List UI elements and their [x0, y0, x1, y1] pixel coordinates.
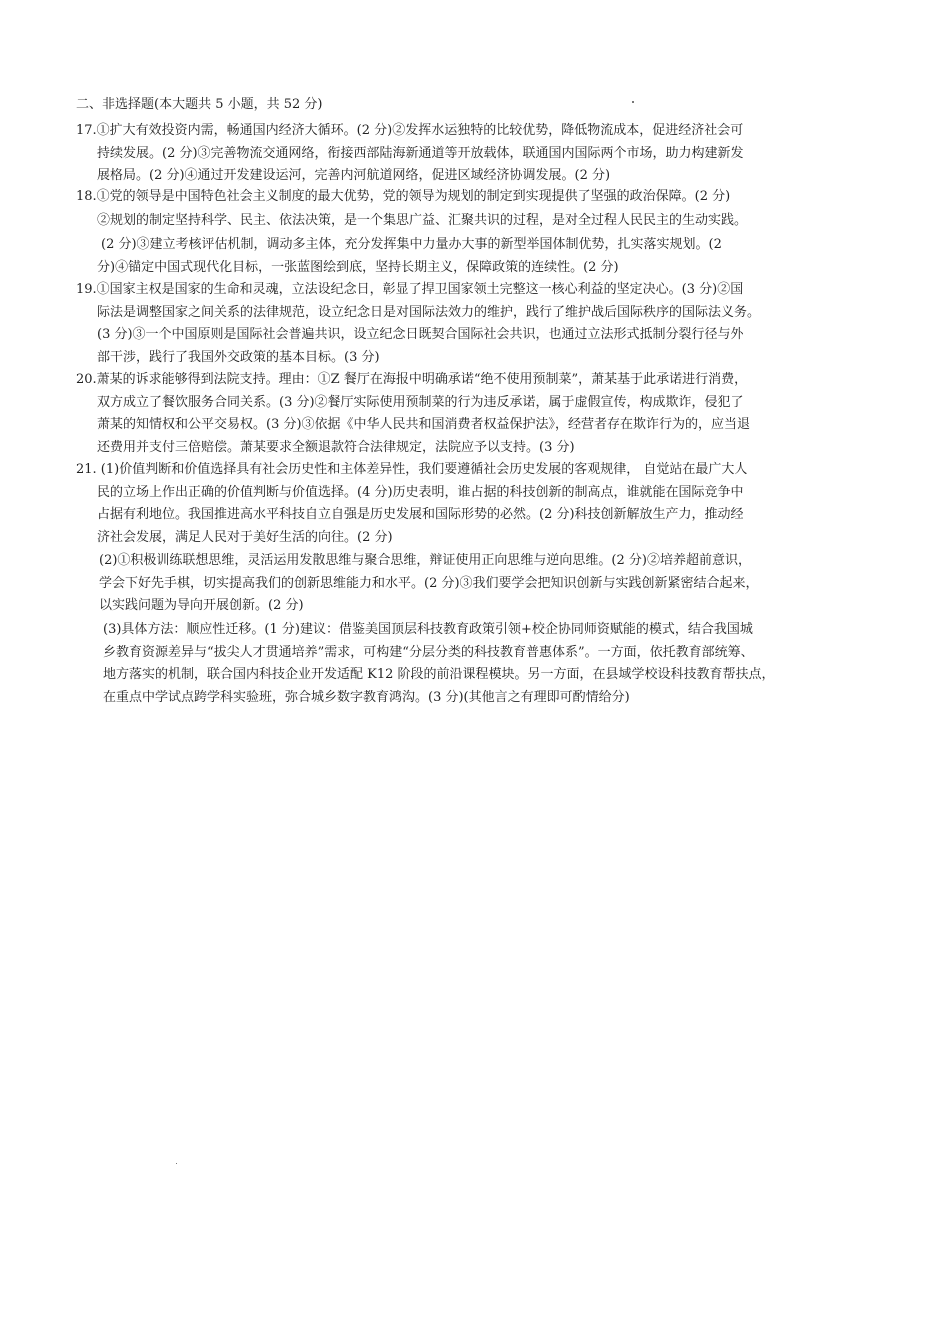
- answer-line: 萧某的知情权和公平交易权。(3 分)③依据《中华人民共和国消费者权益保护法》，经营者存在欺诈行为的，应当退: [97, 417, 751, 432]
- answer-line: 17.①扩大有效投资内需，畅通国内经济大循环。(2 分)②发挥水运独特的比较优势，降低物流成本，促进经济社会可: [76, 123, 744, 138]
- stray-mark: [632, 101, 634, 103]
- answer-line: (2)①积极训练联想思维，灵活运用发散思维与聚合思维，辩证使用正向思维与逆向思维。(2 分)②培养超前意识，: [99, 553, 751, 568]
- section-title: 二、非选择题(本大题共 5 小题，共 52 分): [76, 97, 323, 112]
- answer-line: 占据有利地位。我国推进高水平科技自立自强是历史发展和国际形势的必然。(2 分)科技创新解放生产力，推动经: [97, 507, 744, 522]
- answer-line: (2 分)③建立考核评估机制，调动多主体，充分发挥集中力量办大事的新型举国体制优势，扎实落实规划。(2: [101, 237, 722, 252]
- answer-line: 19.①国家主权是国家的生命和灵魂，立法设纪念日，彰显了捍卫国家领土完整这一核心利益的坚定决心。(3 分)②国: [76, 282, 744, 297]
- question-21-part-3: [103, 619, 883, 709]
- answer-line: 乡教育资源差异与“拔尖人才贯通培养”需求，可构建“分层分类的科技教育普惠体系”。一方面，依托教育部统筹、: [103, 644, 754, 660]
- question-19: [76, 279, 876, 369]
- answer-line: (3 分)③一个中国原则是国际社会普遍共识，设立纪念日既契合国际社会共识，也通过立法形式抵制分裂行径与外: [97, 327, 744, 342]
- stray-mark: [176, 1163, 177, 1164]
- answer-line: 20.萧某的诉求能够得到法院支持。理由：①Z 餐厅在海报中明确承诺“绝不使用预制菜”，萧某基于此承诺进行消费，: [76, 372, 748, 387]
- question-21-part-2: [99, 550, 879, 618]
- question-17: [76, 120, 876, 188]
- answer-line: ②规划的制定坚持科学、民主、依法决策，是一个集思广益、汇聚共识的过程，是对全过程人民民主的生动实践。: [97, 212, 748, 228]
- answer-line: 部干涉，践行了我国外交政策的基本目标。(3 分): [97, 349, 380, 365]
- answer-line: 双方成立了餐饮服务合同关系。(3 分)②餐厅实际使用预制菜的行为违反承诺，属于虚假宣传，构成欺诈，侵犯了: [97, 394, 744, 410]
- answer-line: 学会下好先手棋，切实提高我们的创新思维能力和水平。(2 分)③我们要学会把知识创新与实践创新紧密结合起来，: [99, 575, 759, 591]
- answer-line: 以实践问题为导向开展创新。(2 分): [99, 598, 304, 613]
- answer-line: 展格局。(2 分)④通过开发建设运河，完善内河航道网络，促进区域经济协调发展。(2 分): [97, 168, 611, 183]
- question-21: [76, 459, 876, 549]
- question-18: [76, 186, 876, 279]
- answer-line: 持续发展。(2 分)③完善物流交通网络，衔接西部陆海新通道等开放载体，联通国内国际两个市场，助力构建新发: [97, 145, 744, 161]
- answer-line: 在重点中学试点跨学科实验班，弥合城乡数字教育鸿沟。(3 分)(其他言之有理即可酌情给分): [103, 689, 630, 705]
- answer-line: 还费用并支付三倍赔偿。萧某要求全额退款符合法律规定，法院应予以支持。(3 分): [97, 439, 575, 455]
- question-20: [76, 369, 876, 459]
- answer-line: 18.①党的领导是中国特色社会主义制度的最大优势，党的领导为规划的制定到实现提供了坚强的政治保障。(2 分): [76, 189, 731, 204]
- answer-line: 分)④锚定中国式现代化目标，一张蓝图绘到底，坚持长期主义，保障政策的连续性。(2 分): [97, 259, 619, 275]
- answer-line: 际法是调整国家之间关系的法律规范，设立纪念日是对国际法效力的维护，践行了维护战后国际秩序的国际法义务。: [97, 304, 761, 320]
- answer-line: 地方落实的机制，联合国内科技企业开发适配 K12 阶段的前沿课程模块。另一方面，在县域学校设科技教育帮扶点，: [103, 667, 775, 682]
- answer-line: 21. (1)价值判断和价值选择具有社会历史性和主体差异性，我们要遵循社会历史发展的客观规律， 自觉站在最广大人: [76, 462, 748, 477]
- answer-line: (3)具体方法：顺应性迁移。(1 分)建议：借鉴美国顶层科技教育政策引领+校企协同师资赋能的模式，结合我国城: [103, 622, 753, 637]
- answer-line: 济社会发展，满足人民对于美好生活的向往。(2 分): [97, 529, 393, 545]
- answer-line: 民的立场上作出正确的价值判断与价值选择。(4 分)历史表明，谁占据的科技创新的制高点，谁就能在国际竞争中: [97, 484, 744, 500]
